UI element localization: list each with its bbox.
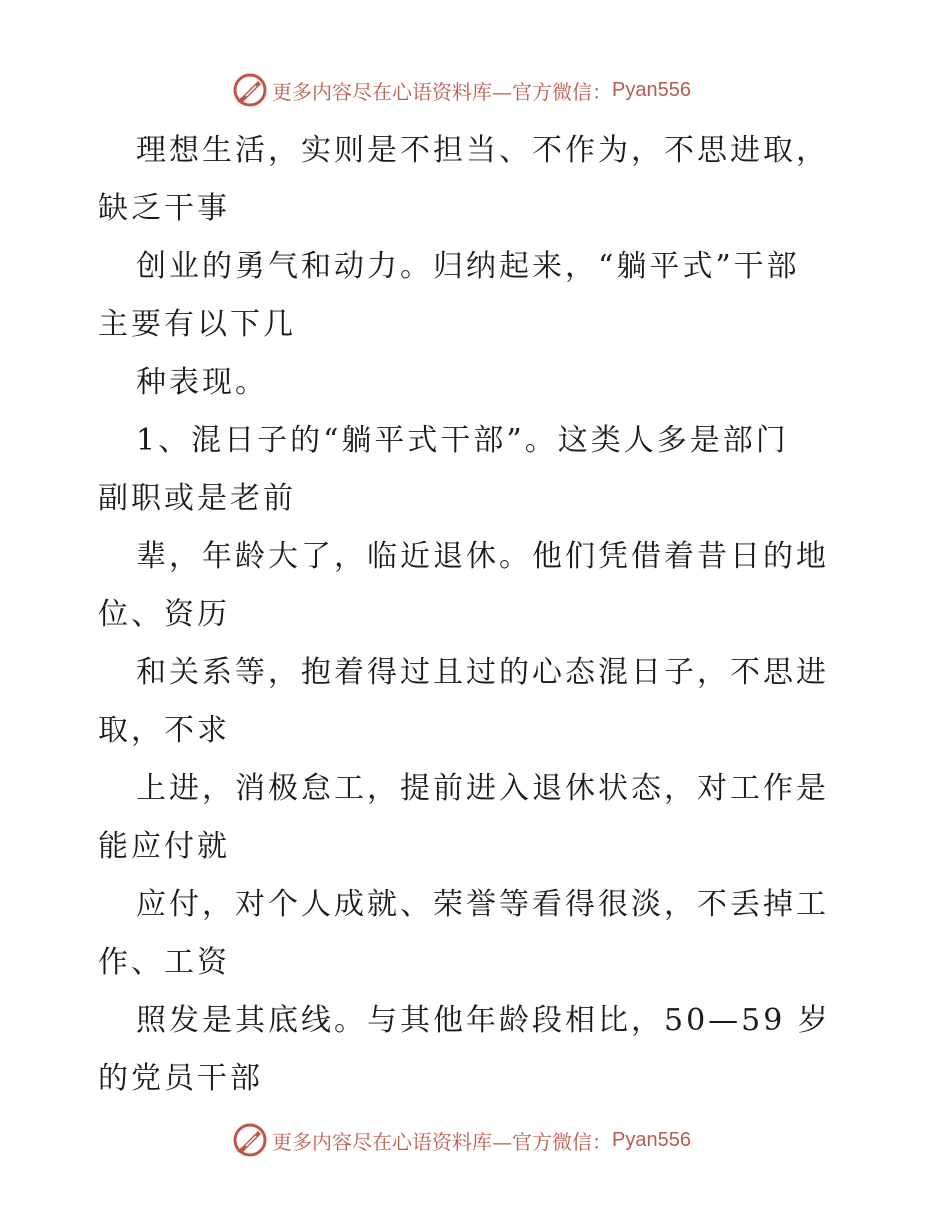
feather-pen-logo-icon	[232, 72, 268, 108]
document-body	[98, 122, 858, 1108]
body-line: 照发是其底线。与其他年龄段相比，50—59 岁	[136, 1003, 831, 1038]
body-line: 能应付就	[98, 829, 230, 864]
body-line: 取，不求	[98, 713, 230, 748]
footer-watermark-banner	[232, 1120, 712, 1160]
header-watermark-banner	[232, 70, 712, 110]
body-line: 副职或是老前	[98, 481, 296, 516]
body-line: 应付，对个人成就、荣誉等看得很淡，不丢掉工	[136, 887, 829, 922]
header-wechat-id: Pyan556	[612, 78, 691, 101]
body-line: 主要有以下几	[98, 307, 296, 342]
footer-slogan: 更多内容尽在心语资料库—官方微信：	[272, 1129, 612, 1154]
feather-pen-logo-icon	[232, 1122, 268, 1158]
header-slogan: 更多内容尽在心语资料库—官方微信：	[272, 79, 612, 104]
footer-wechat-id: Pyan556	[612, 1128, 691, 1151]
body-line: 作、工资	[98, 945, 230, 980]
body-line: 创业的勇气和动力。归纳起来，“躺平式”干部	[136, 249, 800, 284]
body-line: 位、资历	[98, 597, 230, 632]
body-line: 缺乏干事	[98, 191, 230, 226]
body-line: 和关系等，抱着得过且过的心态混日子，不思进	[136, 655, 829, 690]
body-line: 辈，年龄大了，临近退休。他们凭借着昔日的地	[136, 539, 829, 574]
body-line: 的党员干部	[98, 1061, 263, 1096]
body-line: 种表现。	[136, 365, 268, 400]
body-line: 上进，消极怠工，提前进入退休状态，对工作是	[136, 771, 829, 806]
body-line: 理想生活，实则是不担当、不作为，不思进取，	[136, 133, 829, 168]
body-line: 1、混日子的“躺平式干部”。这类人多是部门	[136, 423, 789, 458]
